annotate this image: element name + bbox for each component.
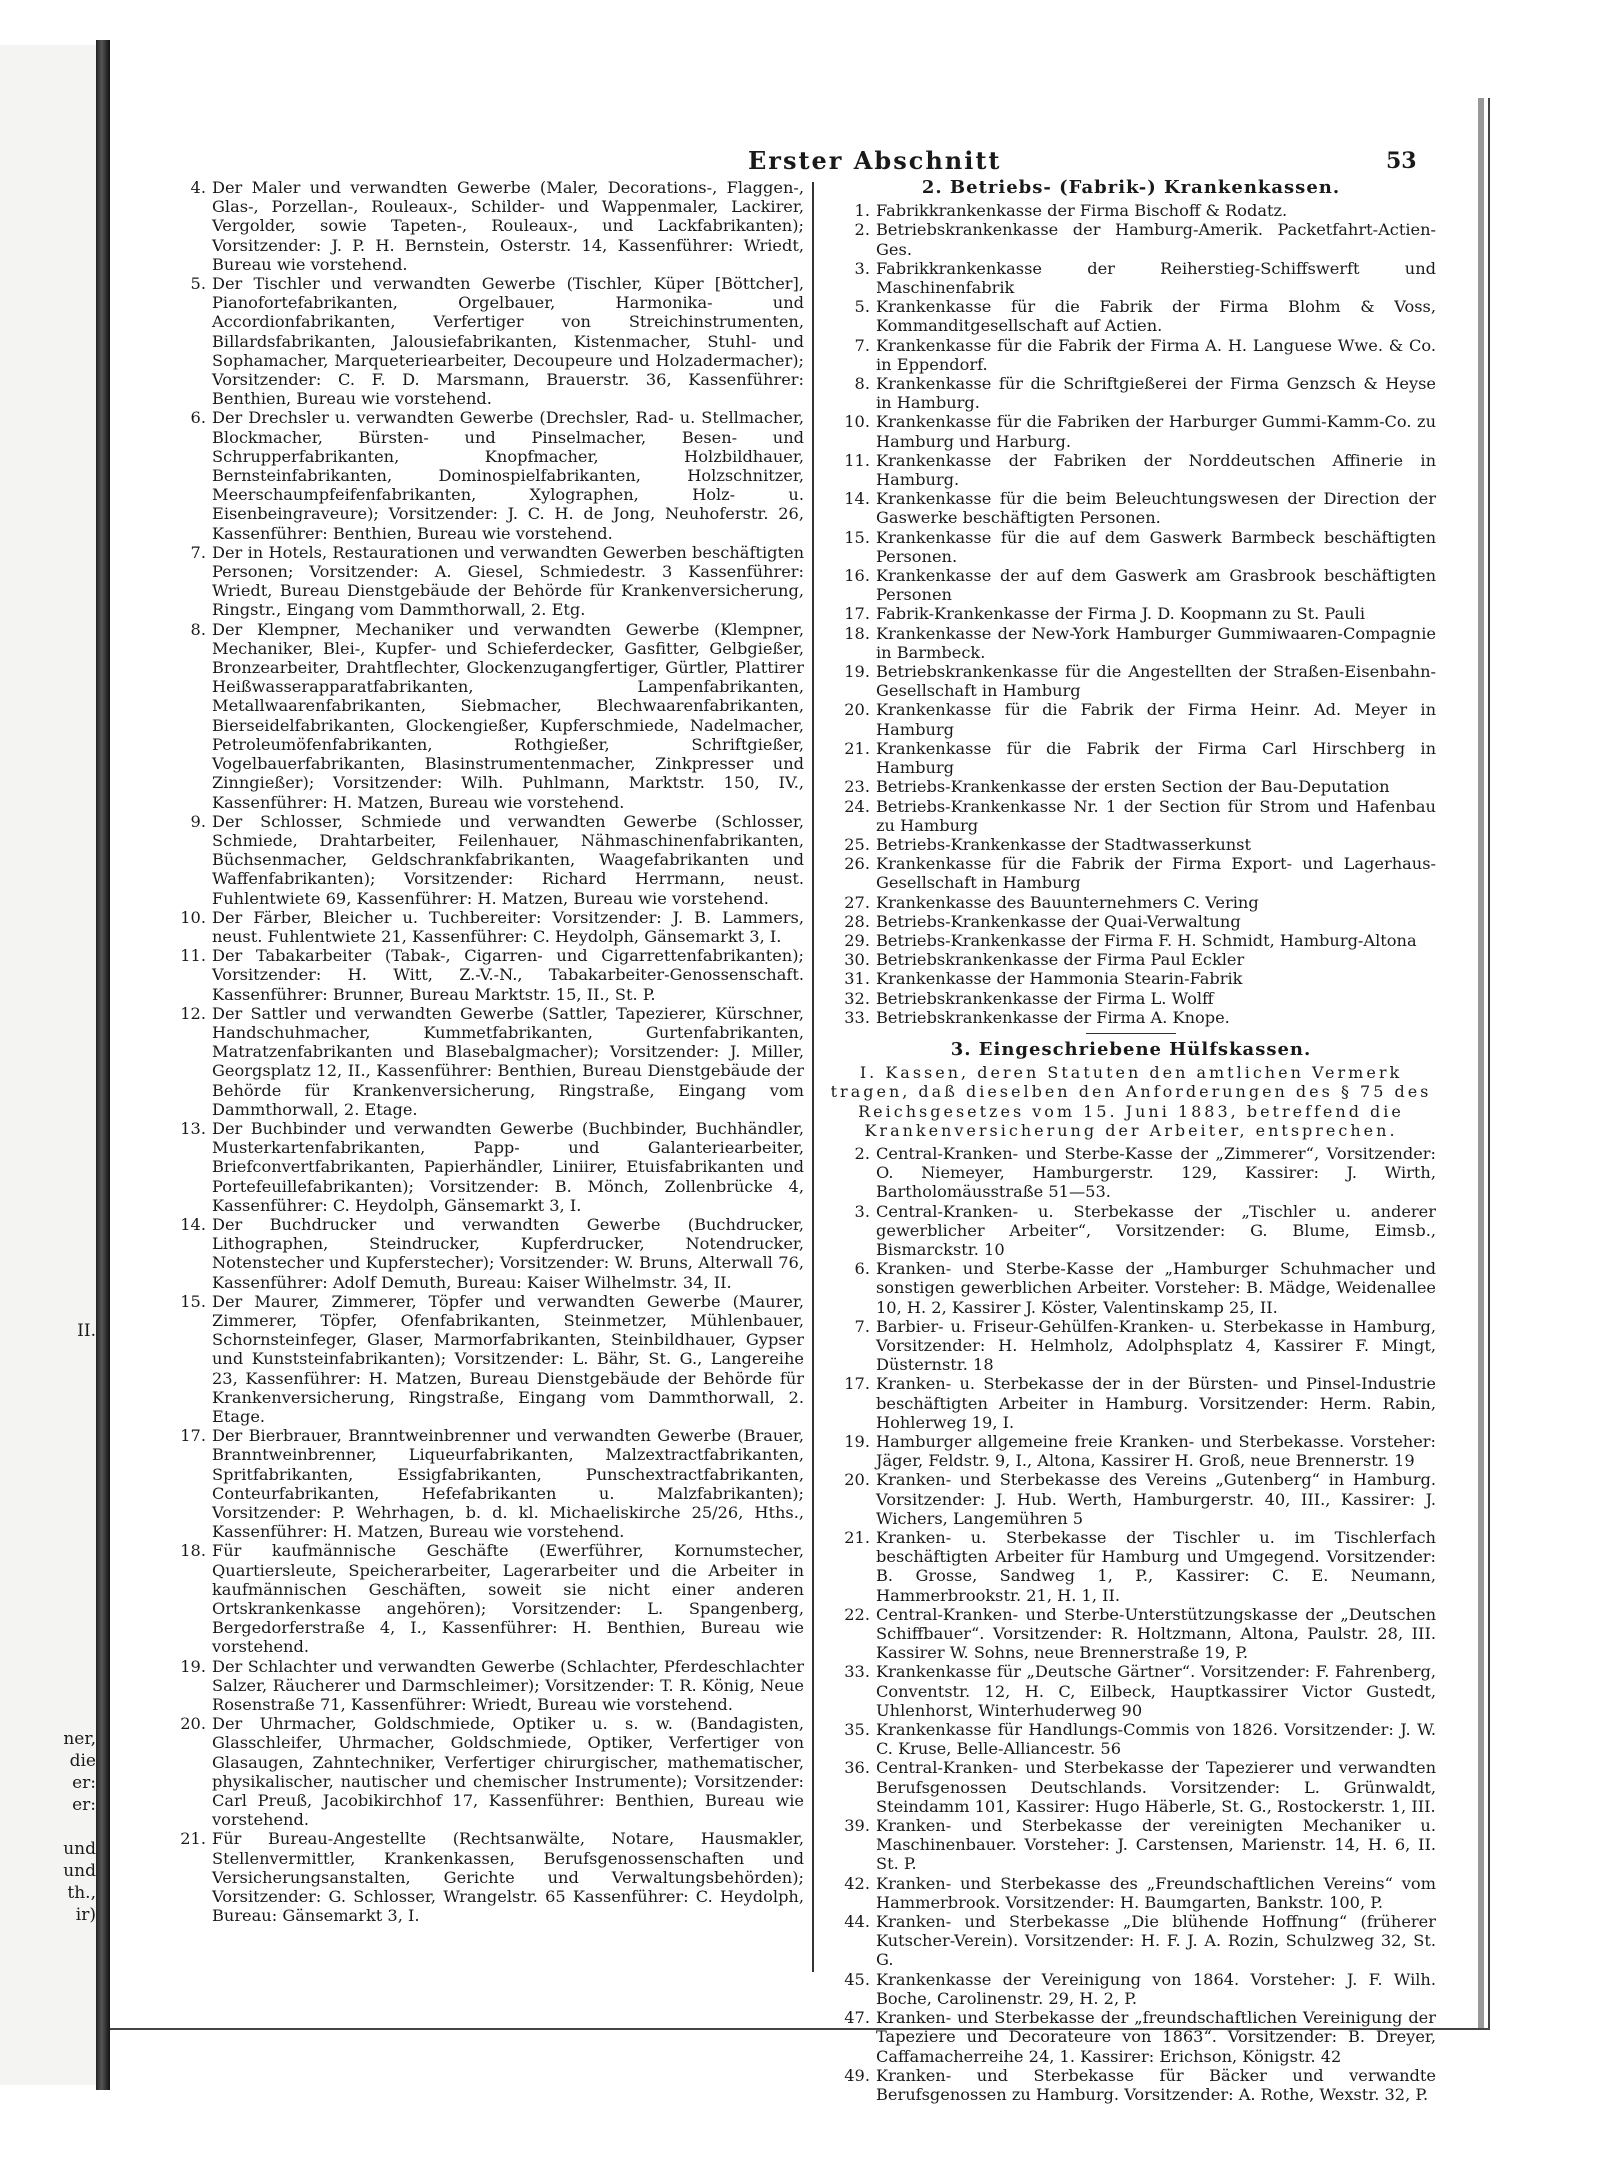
margin-fragment: ner, <box>63 1729 96 1749</box>
list-item <box>826 854 1436 892</box>
entry-text: Krankenkasse für die Fabrik der Firma A. H. Languese Wwe. & Co. in Eppendorf. <box>876 335 1436 374</box>
entry-number: 27. <box>844 892 870 912</box>
list-item <box>826 1259 1436 1317</box>
entry-number: 39. <box>844 1816 870 1836</box>
entry-text: Der in Hotels, Restaurationen und verwandten Gewerben beschäftigten Personen; Vorsitzender: A. Giesel, Schmiedestr. 3 Kassenführer: Wriedt, Bureau Dienstgebäude der Behörde für Krankenversicherung, Ringstr., Eingang vom Dammthorwall, 2. Etg. <box>212 542 804 620</box>
list-item <box>826 1662 1436 1720</box>
entry-text: Krankenkasse der Hammonia Stearin-Fabrik <box>876 969 1243 989</box>
entry-number: 7. <box>854 335 870 355</box>
list-item <box>826 1008 1436 1027</box>
list-item <box>190 811 804 908</box>
entry-text: Der Klempner, Mechaniker und verwandten Gewerbe (Klempner, Mechaniker, Blei-, Kupfer- und Schieferdecker, Gasfitter, Gelbgießer, Bronzearbeiter, Drahtflechter, Glockenzugangfertiger, Gürtler, Plattirer Heißwasserapparatfabrikanten, Lampenfabrikanten, Metallwaarenfabrikanten, Siebmacher, Blechwaarenfabrikanten, Bierseidelfabrikanten, Glockengießer, Kupferschmiede, Nadelmacher, Petroleumöfenfabrikanten, Rothgießer, Schriftgießer, Vogelbauerfabrikanten, Blasinstrumentenmacher, Zinkpresser und Zinngießer); Vorsitzender: Wilh. Puhlmann, Marktstr. 150, IV., Kassenführer: H. Matzen, Bureau wie vorstehend. <box>212 619 804 812</box>
entry-text: Der Schlosser, Schmiede und verwandten Gewerbe (Schlosser, Schmiede, Drahtarbeiter, Feilenhauer, Nähmaschinenfabrikanten, Büchsenmacher, Geldschrankfabrikanten, Waagefabrikanten und Waffenfabrikanten); Vorsitzender: Richard Herrmann, neust. Fuhlentwiete 69, Kassenführer: H. Matzen, Bureau wie vorstehend. <box>212 811 804 908</box>
entry-number: 36. <box>844 1758 870 1778</box>
list-item <box>826 2066 1436 2104</box>
entry-number: 21. <box>844 1528 870 1548</box>
entry-text: Central-Kranken- und Sterbekasse der Tapezierer und verwandten Berufsgenossen Deutschlands. Vorsitzender: L. Grünwaldt, Steindamm 101, Kassirer: Hugo Häberle, St. G., Rostockerstr. 1, III. <box>876 1758 1436 1816</box>
entry-text: Central-Kranken- und Sterbe-Kasse der „Zimmerer“, Vorsitzender: O. Niemeyer, Hamburgerstr. 129, Kassirer: J. Wirth, Bartholomäusstraße 51—53. <box>876 1143 1436 1202</box>
entry-number: 10. <box>844 412 870 432</box>
entry-text: Central-Kranken- u. Sterbekasse der „Tischler u. anderer gewerblicher Arbeiter“, Vorsitzender: G. Blume, Eimsb., Bismarckstr. 10 <box>876 1201 1436 1259</box>
entry-number: 29. <box>844 930 870 950</box>
list-item <box>826 1432 1436 1470</box>
entry-number: 17. <box>180 1426 206 1446</box>
entry-text: Der Maurer, Zimmerer, Töpfer und verwandten Gewerbe (Maurer, Zimmerer, Töpfer, Ofenfabrikanten, Steinmetzer, Mühlenbauer, Schornsteinfeger, Glaser, Marmorfabrikanten, Steinbildhauer, Gypser und Kunststeinfabrikanten); Vorsitzender: L. Bähr, St. G., Langereihe 23, Kassenführer: H. Matzen, Bureau Dienstgebäude der Behörde für Krankenversicherung, Ringstraße, Eingang vom Dammthorwall, 2. Etage. <box>212 1291 804 1426</box>
entry-text: Betriebs-Krankenkasse Nr. 1 der Section für Strom und Hafenbau zu Hamburg <box>876 796 1436 835</box>
entry-number: 19. <box>180 1656 206 1676</box>
entry-text: Kranken- u. Sterbekasse der Tischler u. im Tischlerfach beschäftigten Arbeiter für Hamburg und Umgegend. Vorsitzender: B. Grosse, Sandweg 1, P., Kassirer: C. E. Neumann, Hammerbrookstr. 21, H. 1, II. <box>876 1528 1436 1605</box>
section-rule <box>1086 1033 1176 1034</box>
entry-text: Kranken- und Sterbekasse des „Freundschaftlichen Vereins“ vom Hammerbrook. Vorsitzender: H. Baumgarten, Bankstr. 100, P. <box>876 1873 1436 1912</box>
entry-number: 17. <box>844 604 870 624</box>
entry-text: Kranken- und Sterbekasse für Bäcker und verwandte Berufsgenossen zu Hamburg. Vorsitzender: A. Rothe, Wexstr. 32, P. <box>876 2065 1436 2104</box>
section-heading: 3. Eingeschriebene Hülfskassen. <box>950 1038 1312 1060</box>
entry-number: 35. <box>844 1720 870 1740</box>
margin-fragment: er: <box>72 1773 96 1793</box>
list-item <box>180 1426 804 1542</box>
list-item <box>826 777 1436 796</box>
list-item <box>826 1470 1436 1528</box>
entry-text: Krankenkasse für die Fabrik der Firma Heinr. Ad. Meyer in Hamburg <box>876 700 1436 739</box>
list-item <box>180 1656 804 1715</box>
entry-number: 13. <box>180 1118 206 1138</box>
entry-number: 26. <box>844 854 870 874</box>
entry-number: 8. <box>854 374 870 394</box>
section-intro: I. Kassen, deren Statuten den amtlichen Vermerk tragen, daß dieselben den Anforderungen des § 75 des Reichsgesetzes vom 15. Juni 1883, betreffend die Krankenversicherung der Arbeiter, entsprechen. <box>830 1063 1432 1140</box>
list-item <box>180 1829 804 1926</box>
entry-number: 19. <box>844 1432 870 1451</box>
entry-number: 20. <box>844 700 870 720</box>
list-item <box>826 566 1436 604</box>
entry-text: Fabrik-Krankenkasse der Firma J. D. Koopmann zu St. Pauli <box>876 604 1365 624</box>
entry-number: 20. <box>180 1714 206 1734</box>
entry-number: 22. <box>844 1604 870 1624</box>
entry-number: 28. <box>844 911 870 931</box>
margin-fragment: die <box>69 1751 96 1771</box>
list-item <box>826 1874 1436 1912</box>
entry-text: Krankenkasse für die Fabrik der Firma Carl Hirschberg in Hamburg <box>876 738 1436 778</box>
entry-number: 7. <box>854 1316 870 1336</box>
entry-text: Betriebs-Krankenkasse der Stadtwasserkunst <box>876 834 1251 854</box>
margin-fragment: und <box>63 1861 96 1881</box>
entry-text: Betriebskrankenkasse für die Angestellten der Straßen-Eisenbahn-Gesellschaft in Hamburg <box>876 662 1436 701</box>
list-item <box>826 604 1436 623</box>
entry-number: 2. <box>854 220 870 240</box>
entry-text: Betriebskrankenkasse der Firma Paul Eckler <box>876 950 1245 970</box>
entry-number: 3. <box>854 258 870 278</box>
list-item <box>180 1714 804 1830</box>
entry-number: 10. <box>180 907 206 927</box>
left-column <box>180 178 804 1926</box>
entry-text: Der Maler und verwandten Gewerbe (Maler, Decorations-, Flaggen-, Glas-, Porzellan-, Rouleaux-, Schilder- und Wappenmaler, Lackirer, Vergolder, sowie Tapeten-, Rouleaux-, und Lackfabrikanten); Vorsitzender: J. P. H. Bernstein, Osterstr. 14, Kassenführer: Wriedt, Bureau wie vorstehend. <box>212 178 804 274</box>
entry-text: Krankenkasse für die Schriftgießerei der Firma Genzsch & Heyse in Hamburg. <box>876 374 1436 413</box>
entry-text: Krankenkasse des Bauunternehmers C. Vering <box>876 892 1259 912</box>
entry-number: 42. <box>844 1873 870 1893</box>
column-divider <box>812 182 814 1972</box>
entry-text: Krankenkasse für „Deutsche Gärtner“. Vorsitzender: F. Fahrenberg, Conventstr. 12, H. C, Eilbeck, Hauptkassirer Victor Gustedt, Uhlenhorst, Winterhuderweg 90 <box>876 1662 1436 1720</box>
entry-number: 18. <box>844 623 870 643</box>
entry-text: Kranken- und Sterbekasse des Vereins „Gutenberg“ in Hamburg. Vorsitzender: J. Hub. Werth, Hamburgerstr. 40, III., Kassirer: J. Wichers, Langemühren 5 <box>876 1470 1436 1528</box>
list-item <box>190 542 804 620</box>
page-number: 53 <box>1386 148 1417 174</box>
list-item <box>826 1202 1436 1260</box>
entry-number: 19. <box>844 662 870 682</box>
section-title: Erster Abschnitt <box>748 146 1002 175</box>
list-item <box>826 2008 1436 2066</box>
entry-number: 45. <box>844 1969 870 1989</box>
entry-text: Für kaufmännische Geschäfte (Ewerführer, Kornumstecher, Quartiersleute, Speicherarbeiter, Lagerarbeiter und die Arbeiter in kaufmännischen Geschäften, soweit sie nicht einer anderen Ortskrankenkasse angehören); Vorsitzender: L. Spangenberg, Bergedorferstraße 4, I., Kassenführer: H. Benthien, Bureau wie vorstehend. <box>212 1541 804 1657</box>
list-item <box>190 408 804 543</box>
margin-fragment: ir) <box>75 1905 96 1925</box>
list-item <box>826 1528 1436 1605</box>
entry-text: Der Buchdrucker und verwandten Gewerbe (Buchdrucker, Lithographen, Steindrucker, Kupferdrucker, Notendrucker, Notenstecher und Kupferstecher); Vorsitzender: W. Bruns, Alterwall 76, Kassenführer: Adolf Demuth, Bureau: Kaiser Wilhelmstr. 34, II. <box>212 1214 804 1292</box>
list-item <box>826 1720 1436 1758</box>
entry-number: 3. <box>854 1201 870 1221</box>
list-item <box>180 1003 804 1119</box>
list-item <box>826 835 1436 854</box>
entry-number: 5. <box>190 274 206 294</box>
list-item <box>826 912 1436 931</box>
entry-number: 24. <box>844 796 870 816</box>
entry-text: Der Bierbrauer, Branntweinbrenner und verwandten Gewerbe (Brauer, Branntweinbrenner, Liqueurfabrikanten, Malzextractfabrikanten, Spritfabrikanten, Essigfabrikanten, Punschextractfabrikanten, Conteurfabrikanten, Hefefabrikanten u. Malzfabrikanten); Vorsitzender: P. Wehrhagen, b. d. kl. Michaeliskirche 25/26, Hths., Kassenführer: H. Matzen, Bureau wie vorstehend. <box>212 1426 804 1542</box>
entry-number: 15. <box>180 1291 206 1311</box>
entry-text: Krankenkasse für die beim Beleuchtungswesen der Direction der Gaswerke beschäftigten Personen. <box>876 489 1436 528</box>
list-item <box>190 178 804 274</box>
entry-number: 44. <box>844 1912 870 1932</box>
entry-text: Betriebs-Krankenkasse der ersten Section der Bau-Deputation <box>876 777 1390 797</box>
page-edge <box>1478 98 1484 2028</box>
list-item <box>826 797 1436 835</box>
list-item <box>826 1758 1436 1816</box>
entry-text: Betriebs-Krankenkasse der Firma F. H. Schmidt, Hamburg-Altona <box>876 930 1417 950</box>
list-item <box>826 336 1436 374</box>
entry-text: Krankenkasse für die Fabriken der Harburger Gummi-Kamm-Co. zu Hamburg und Harburg. <box>876 412 1436 451</box>
list-item <box>826 662 1436 700</box>
book-spine <box>96 40 110 2090</box>
list-item <box>826 1144 1436 1202</box>
entry-text: Betriebskrankenkasse der Firma A. Knope. <box>876 1007 1230 1027</box>
entry-number: 14. <box>844 489 870 509</box>
list-item <box>826 950 1436 969</box>
entry-text: Krankenkasse für Handlungs-Commis von 1826. Vorsitzender: J. W. C. Kruse, Belle-Alliancestr. 56 <box>876 1720 1436 1759</box>
entry-number: 12. <box>180 1003 206 1023</box>
entry-text: Betriebskrankenkasse der Firma L. Wolff <box>876 988 1214 1008</box>
entry-number: 33. <box>844 1662 870 1682</box>
entry-text: Fabrikkrankenkasse der Firma Bischoff & Rodatz. <box>876 201 1288 221</box>
list-item <box>180 1291 804 1426</box>
margin-fragment: und <box>63 1839 96 1859</box>
section-heading: 2. Betriebs- (Fabrik-) Krankenkassen. <box>921 177 1341 198</box>
entry-number: 6. <box>854 1259 870 1279</box>
facing-page <box>0 45 100 2085</box>
entry-number: 16. <box>844 566 870 586</box>
list-item <box>826 220 1436 258</box>
entry-text: Kranken- und Sterbekasse der „freundschaftlichen Vereinigung der Tapeziere und Decorateure von 1863“. Vorsitzender: B. Dreyer, Caffamacherreihe 24, 1. Kassirer: Erichson, Königstr. 42 <box>876 2008 1436 2066</box>
entry-text: Fabrikkrankenkasse der Reiherstieg-Schiffswerft und Maschinenfabrik <box>876 258 1436 298</box>
entry-text: Krankenkasse der auf dem Gaswerk am Grasbrook beschäftigten Personen <box>876 566 1436 605</box>
entry-number: 31. <box>844 969 870 989</box>
entry-text: Der Tabakarbeiter (Tabak-, Cigarren- und Cigarrettenfabrikanten); Vorsitzender: H. Witt, Z.-V.-N., Tabakarbeiter-Genossenschaft. Kassenführer: Brunner, Bureau Marktstr. 15, II., St. P. <box>212 946 804 1004</box>
entry-text: Krankenkasse für die Fabrik der Firma Blohm & Voss, Kommanditgesellschaft auf Actien. <box>876 297 1436 336</box>
list-item <box>826 1317 1436 1375</box>
list-item <box>826 739 1436 777</box>
entry-number: 20. <box>844 1470 870 1490</box>
margin-fragment: II. <box>77 1321 96 1341</box>
entry-number: 11. <box>844 450 870 470</box>
list-item <box>826 989 1436 1008</box>
list-item <box>826 931 1436 950</box>
list-item <box>826 1374 1436 1432</box>
list-item <box>826 1970 1436 2008</box>
entry-number: 23. <box>844 777 870 797</box>
entry-number: 1. <box>854 201 870 221</box>
entry-number: 2. <box>854 1143 870 1163</box>
entry-number: 14. <box>180 1214 206 1234</box>
entry-number: 30. <box>844 950 870 970</box>
entry-number: 18. <box>180 1541 206 1561</box>
entry-number: 25. <box>844 834 870 854</box>
entry-text: Kranken- und Sterbekasse der vereinigten Mechaniker u. Maschinenbauer. Vorsteher: J. Carstensen, Marienstr. 14, H. 6, II. St. P. <box>876 1816 1436 1874</box>
list-item <box>826 451 1436 489</box>
margin-fragment: er: <box>72 1795 96 1815</box>
entry-number: 11. <box>180 946 206 966</box>
list-item <box>826 528 1436 566</box>
entry-number: 32. <box>844 988 870 1008</box>
list-item <box>826 893 1436 912</box>
entry-number: 33. <box>844 1007 870 1027</box>
entry-text: Betriebskrankenkasse der Hamburg-Amerik. Packetfahrt-Actien-Ges. <box>876 220 1436 259</box>
entry-text: Der Schlachter und verwandten Gewerbe (Schlachter, Pferdeschlachter Salzer, Räucherer und Darmschleimer); Vorsitzender: T. R. König, Neue Rosenstraße 71, Kassenführer: Wriedt, Bureau wie vorstehend. <box>212 1656 804 1715</box>
entry-number: 4. <box>190 178 206 197</box>
list-item <box>826 1912 1436 1970</box>
entry-text: Für Bureau-Angestellte (Rechtsanwälte, Notare, Hausmakler, Stellenvermittler, Krankenkassen, Berufsgenossenschaften und Versicherungsanstalten, Gerichte und Verwaltungsbehörden); Vorsitzender: G. Schlosser, Wrangelstr. 65 Kassenführer: C. Heydolph, Bureau: Gänsemarkt 3, I. <box>212 1829 804 1926</box>
entry-number: 21. <box>844 738 870 758</box>
margin-fragment: th., <box>67 1883 96 1903</box>
entry-text: Krankenkasse für die auf dem Gaswerk Barmbeck beschäftigten Personen. <box>876 527 1436 566</box>
entry-text: Barbier- u. Friseur-Gehülfen-Kranken- u. Sterbekasse in Hamburg, Vorsitzender: H. Helmholz, Adolphsplatz 4, Kassirer F. Mingt, Düsternstr. 18 <box>876 1316 1436 1375</box>
entry-number: 8. <box>190 619 206 639</box>
entry-text: Der Drechsler u. verwandten Gewerbe (Drechsler, Rad- u. Stellmacher, Blockmacher, Bürsten- und Pinselmacher, Besen- und Schrupperfabrikanten, Knopfmacher, Holzbildhauer, Bernsteinfabrikanten, Dominospielfabrikanten, Holzschnitzer, Meerschaumpfeifenfabrikanten, Xylographen, Holz- u. Eisenbeingraveure); Vorsitzender: J. C. H. de Jong, Neuhoferstr. 26, Kassenführer: Benthien, Bureau wie vorstehend. <box>212 408 804 543</box>
entry-number: 17. <box>844 1374 870 1394</box>
list-item <box>826 1605 1436 1663</box>
list-item <box>180 1541 804 1657</box>
entry-text: Der Uhrmacher, Goldschmiede, Optiker u. s. w. (Bandagisten, Glasschleifer, Uhrmacher, Goldschmiede, Optiker, Verfertiger von Glasaugen, Zahntechniker, Verfertiger chirurgischer, mathematischer, physikalischer, nautischer und chemischer Instrumente); Vorsitzender: Carl Preuß, Jacobikirchhof 17, Kassenführer: Benthien, Bureau wie vorstehend. <box>212 1714 804 1830</box>
entry-text: Kranken- u. Sterbekasse der in der Bürsten- und Pinsel-Industrie beschäftigten Arbeiter in Hamburg. Vorsitzender: Herm. Rabin, Hohlerweg 19, I. <box>876 1374 1436 1432</box>
entry-text: Krankenkasse der New-York Hamburger Gummiwaaren-Compagnie in Barmbeck. <box>876 623 1436 662</box>
entry-number: 21. <box>180 1829 206 1849</box>
entry-text: Krankenkasse der Fabriken der Norddeutschen Affinerie in Hamburg. <box>876 450 1436 490</box>
list-item <box>180 1214 804 1292</box>
entry-text: Der Buchbinder und verwandten Gewerbe (Buchbinder, Buchhändler, Musterkartenfabrikanten, Papp- und Galanteriearbeiter, Briefconvertfabrikanten, Papierhändler, Liniirer, Etuisfabrikanten und Portefeuillefabrikanten); Vorsitzender: B. Mönch, Zollenbrücke 4, Kassenführer: C. Heydolph, Gänsemarkt 3, I. <box>212 1118 804 1215</box>
entry-number: 5. <box>854 297 870 317</box>
list-item <box>826 624 1436 662</box>
list-item <box>826 259 1436 297</box>
entry-text: Der Färber, Bleicher u. Tuchbereiter: Vorsitzender: J. B. Lammers, neust. Fuhlentwiete 21, Kassenführer: C. Heydolph, Gänsemarkt 3, I. <box>212 907 804 946</box>
list-item <box>826 412 1436 450</box>
entry-number: 7. <box>190 542 206 562</box>
list-item <box>180 1118 804 1215</box>
list-item <box>826 700 1436 738</box>
entry-text: Der Sattler und verwandten Gewerbe (Sattler, Tapezierer, Kürschner, Handschuhmacher, Kummetfabrikanten, Gurtenfabrikanten, Matratzenfabrikanten und Blasebalgmacher); Vorsitzender: J. Miller, Georgsplatz 12, II., Kassenführer: Benthien, Bureau Dienstgebäude der Behörde für Krankenversicherung, Ringstraße, Eingang vom Dammthorwall, 2. Etage. <box>212 1003 804 1119</box>
entry-number: 49. <box>844 2065 870 2085</box>
list-item <box>826 1816 1436 1874</box>
list-item <box>826 374 1436 412</box>
list-item <box>180 907 804 946</box>
entry-text: Betriebs-Krankenkasse der Quai-Verwaltung <box>876 911 1241 931</box>
entry-text: Kranken- und Sterbe-Kasse der „Hamburger Schuhmacher und sonstigen gewerblichen Arbeiter. Vorsteher: B. Mädge, Weidenallee 10, H. 2, Kassirer J. Köster, Valentinskamp 25, II. <box>876 1259 1436 1317</box>
entry-text: Central-Kranken- und Sterbe-Unterstützungskasse der „Deutschen Schiffbauer“. Vorsitzender: R. Holtzmann, Altona, Paulstr. 28, III. Kassirer W. Sohns, neue Brennerstraße 19, P. <box>876 1604 1436 1663</box>
right-column <box>826 178 1436 2104</box>
list-item <box>826 969 1436 988</box>
list-item <box>190 274 804 409</box>
list-item <box>190 619 804 812</box>
entry-number: 9. <box>190 811 206 831</box>
entry-text: Hamburger allgemeine freie Kranken- und Sterbekasse. Vorsteher: Jäger, Feldstr. 9, I., Altona, Kassirer H. Groß, neue Brennerstr. 19 <box>876 1432 1436 1471</box>
entry-text: Krankenkasse für die Fabrik der Firma Export- und Lagerhaus-Gesellschaft in Hamburg <box>876 854 1436 893</box>
list-item <box>826 297 1436 335</box>
list-item <box>826 489 1436 527</box>
entry-number: 6. <box>190 408 206 428</box>
entry-text: Kranken- und Sterbekasse „Die blühende Hoffnung“ (früherer Kutscher-Verein). Vorsitzender: H. F. J. A. Rozin, Schulzweg 32, St. G. <box>876 1912 1436 1970</box>
entry-text: Der Tischler und verwandten Gewerbe (Tischler, Küper [Böttcher], Pianofortefabrikanten, Orgelbauer, Harmonika- und Accordionfabrikanten, Verfertiger von Streichinstrumenten, Billardsfabrikanten, Jalousiefabrikanten, Kistenmacher, Stuhl- und Sophamacher, Marqueteriearbeiter, Decoupeure und Holzadermacher); Vorsitzender: C. F. D. Marsmann, Brauerstr. 36, Kassenführer: Benthien, Bureau wie vorstehend. <box>212 274 804 409</box>
list-item <box>180 946 804 1004</box>
entry-text: Krankenkasse der Vereinigung von 1864. Vorsteher: J. F. Wilh. Boche, Carolinenstr. 29, H. 2, P. <box>876 1969 1436 2008</box>
list-item <box>826 201 1436 220</box>
entry-number: 15. <box>844 527 870 547</box>
entry-number: 47. <box>844 2008 870 2028</box>
